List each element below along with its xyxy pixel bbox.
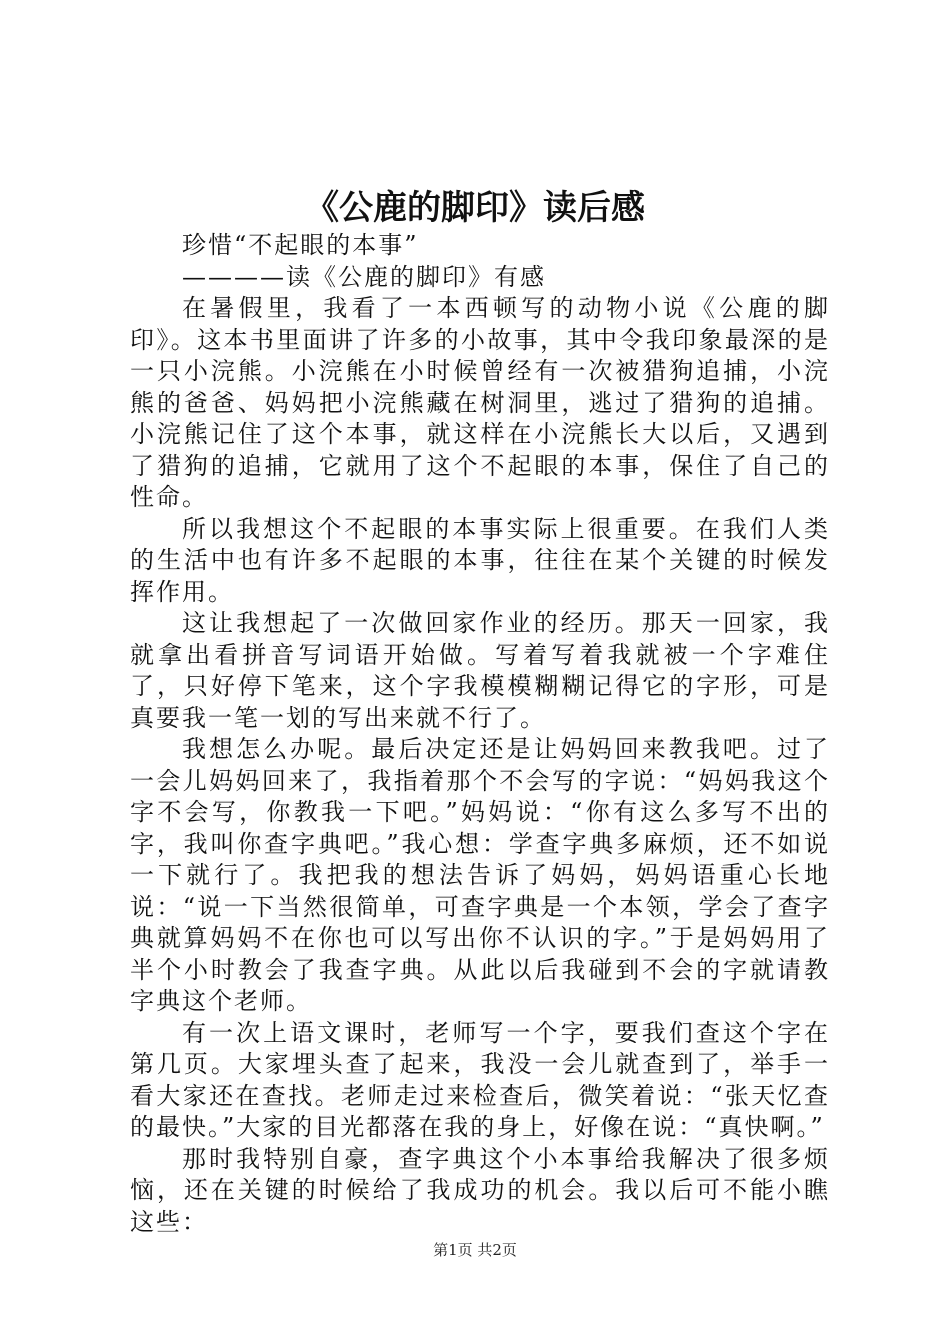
paragraph: 有一次上语文课时，老师写一个字，要我们查这个字在第几页。大家埋头查了起来，我没一会儿就查到了，举手一看大家还在查找。老师走过来检查后，微笑着说：“张天忆查的最快。”大家的目光都落在我的身上，好像在说：“真快啊。”	[130, 1018, 830, 1141]
paragraph: 这让我想起了一次做回家作业的经历。那天一回家，我就拿出看拼音写词语开始做。写着写着我就被一个字难住了，只好停下笔来，这个字我模模糊糊记得它的字形，可是真要我一笔一划的写出来就不行了。	[130, 609, 830, 732]
document-body	[130, 230, 830, 1238]
document-title: 《公鹿的脚印》读后感	[305, 188, 645, 228]
subtitle-byline: ————读《公鹿的脚印》有感	[182, 262, 546, 291]
paragraph: 在暑假里，我看了一本西顿写的动物小说《公鹿的脚印》。这本书里面讲了许多的小故事，其中令我印象最深的是一只小浣熊。小浣熊在小时候曾经有一次被猎狗追捕，小浣熊的爸爸、妈妈把小浣熊藏在树洞里，逃过了猎狗的追捕。小浣熊记住了这个本事，就这样在小浣熊长大以后，又遇到了猎狗的追捕，它就用了这个不起眼的本事，保住了自己的性命。	[130, 294, 830, 511]
paragraph: 我想怎么办呢。最后决定还是让妈妈回来教我吧。过了一会儿妈妈回来了，我指着那个不会写的字说：“妈妈我这个字不会写，你教我一下吧。”妈妈说：“你有这么多写不出的字，我叫你查字典吧。”我心想：学查字典多麻烦，还不如说一下就行了。我把我的想法告诉了妈妈，妈妈语重心长地说：“说一下当然很简单，可查字典是一个本领，学会了查字典就算妈妈不在你也可以写出你不认识的字。”于是妈妈用了半个小时教会了我查字典。从此以后我碰到不会的字就请教字典这个老师。	[130, 735, 830, 1015]
paragraph: 那时我特别自豪，查字典这个小本事给我解决了很多烦恼，还在关键的时候给了我成功的机会。我以后可不能小瞧这些：	[130, 1144, 830, 1236]
subtitle: 珍惜“不起眼的本事”	[182, 231, 419, 259]
page-footer: 第1页 共2页	[433, 1241, 517, 1259]
paragraph: 所以我想这个不起眼的本事实际上很重要。在我们人类的生活中也有许多不起眼的本事，往往在某个关键的时候发挥作用。	[130, 514, 830, 606]
